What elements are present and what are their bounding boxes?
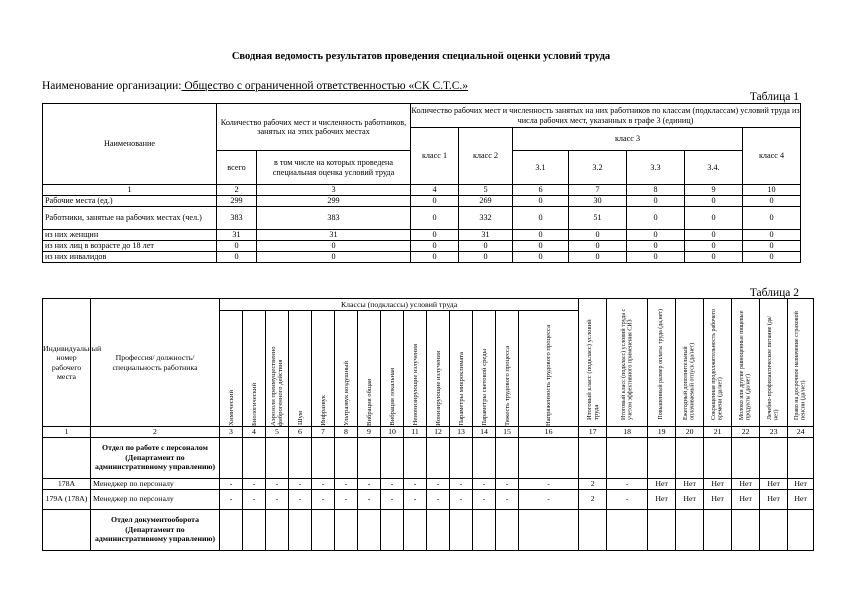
factor-class: - [358,478,381,489]
summary-table [42,103,801,263]
factor-class: - [266,478,289,489]
header-class34: 3.4. [685,151,743,185]
factor-class: - [404,478,427,489]
cell-value: 0 [513,196,569,207]
table2-caption: Таблица 2 [749,287,799,299]
header-factor-text: Ультразвук воздушный [342,360,350,426]
header-factor-text: Вибрация общая [365,378,373,426]
column-number: 18 [607,427,648,438]
header-count-group: Количество рабочих мест и численность работников, занятых на этих рабочих местах [217,104,411,151]
column-number: 7 [569,185,627,196]
header-factor-text: Аэрозоли преимущественно фиброгенного действия [270,345,284,426]
column-number: 5 [459,185,513,196]
cell-value: 299 [257,196,411,207]
cell-value: 0 [459,241,513,252]
section-title: Отдел по работе с персоналом (Департамент по административному управлению) [91,437,220,478]
final-class-siz: - [607,478,648,489]
cell-value: 0 [217,241,257,252]
header-guarantee [704,299,732,427]
cell-value: 0 [459,252,513,263]
table-row [43,230,801,241]
cell-value: 0 [627,196,685,207]
header-name: Наименование [43,104,217,185]
column-number: 19 [648,427,676,438]
guarantee-value: Нет [788,478,814,489]
header-factor [289,311,312,427]
final-class-siz: - [607,489,648,509]
cell-value: 0 [627,241,685,252]
factor-class: - [427,478,450,489]
cell-value: 0 [685,207,743,230]
guarantee-value: Нет [676,489,704,509]
table1-caption: Таблица 1 [749,91,799,103]
workplace-table [42,298,814,551]
cell-value: 0 [743,230,801,241]
factor-class: - [473,478,496,489]
cell-value: 0 [743,196,801,207]
profession: Менеджер по персоналу [91,489,220,509]
cell-value: 31 [257,230,411,241]
cell-value: 0 [627,252,685,263]
cell-value: 31 [459,230,513,241]
column-number: 12 [427,427,450,438]
cell-value: 0 [627,230,685,241]
header-guarantee-text: Ежегодный дополнительный оплачиваемый отпуск (да/нет) [683,342,696,420]
header-factor [473,311,496,427]
column-number: 8 [335,427,358,438]
cell-value: 383 [217,207,257,230]
header-factor [312,311,335,427]
header-guarantee [676,299,704,427]
factor-class: - [335,478,358,489]
cell-value: 0 [685,230,743,241]
guarantee-value: Нет [648,489,676,509]
organization-name: Общество с ограниченной ответственностью «СК С.Т.С.» [181,80,469,92]
factor-class: - [243,489,266,509]
column-number: 4 [411,185,459,196]
cell-value: 299 [217,196,257,207]
column-number: 13 [450,427,473,438]
column-number: 23 [760,427,788,438]
column-numbers-row [43,427,814,438]
row-label: Работники, занятые на рабочих местах (чел.) [43,207,217,230]
table-row [43,478,814,489]
factor-class: - [266,489,289,509]
header-guarantee [788,299,814,427]
cell-value: 0 [685,252,743,263]
table-row [43,207,801,230]
header-guarantee [732,299,760,427]
header-class1: класс 1 [411,128,459,185]
table-row [43,196,801,207]
header-classes-group: Классы (подклассы) условий труда [220,299,579,311]
header-factor [266,311,289,427]
column-number: 17 [579,427,607,438]
header-factor [404,311,427,427]
header-final-class-siz [607,299,648,427]
factor-class: - [312,478,335,489]
header-factor [243,311,266,427]
table-row [43,489,814,509]
factor-class: - [496,478,519,489]
column-number: 6 [289,427,312,438]
guarantee-value: Нет [732,478,760,489]
cell-value: 0 [685,241,743,252]
cell-value: 0 [411,241,459,252]
column-number: 1 [43,185,217,196]
table-row [43,241,801,252]
header-final-class-siz-text: Итоговый класс (подкласс) условий труда с учетом эффективного применения СИЗ [620,308,634,420]
section-row [43,509,814,550]
workplace-id: 178А [43,478,91,489]
row-label: из них инвалидов [43,252,217,263]
guarantee-value: Нет [676,478,704,489]
cell-value: 0 [411,207,459,230]
cell-value: 0 [411,252,459,263]
organization-line [42,80,468,92]
header-guarantee-text: Сокращенная продолжительность рабочего времени (да/нет) [711,308,724,420]
header-factor-text: Тяжесть трудового процесса [503,345,511,426]
factor-class: - [496,489,519,509]
header-factor-text: Неионизирующие излучения [411,344,419,426]
factor-class: - [220,489,243,509]
cell-value: 0 [513,252,569,263]
header-class32: 3.2 [569,151,627,185]
cell-value: 0 [217,252,257,263]
organization-label: Наименование организации: [42,80,182,92]
header-factor [358,311,381,427]
header-factor [519,311,579,427]
cell-value: 0 [743,207,801,230]
guarantee-value: Нет [732,489,760,509]
header-guarantee-text: Повышенный размер оплаты труда (да,нет) [658,308,665,420]
cell-value: 30 [569,196,627,207]
cell-value: 0 [257,241,411,252]
cell-value: 0 [569,230,627,241]
factor-class: - [358,489,381,509]
header-class31: 3.1 [513,151,569,185]
header-profession: Профессия/ должность/ специальность работника [91,299,220,427]
column-number: 3 [220,427,243,438]
column-number: 24 [788,427,814,438]
section-title: Отдел документооборота (Департамент по административному управлению) [91,509,220,550]
factor-class: - [450,489,473,509]
factor-class: - [381,489,404,509]
guarantee-value: Нет [788,489,814,509]
column-number: 9 [685,185,743,196]
cell-value: 51 [569,207,627,230]
workplace-id: 179А (178А) [43,489,91,509]
header-guarantee-text: Право на досрочное назначение страховой пенсии (да/нет) [794,310,807,420]
cell-value: 0 [257,252,411,263]
factor-class: - [404,489,427,509]
cell-value: 0 [513,241,569,252]
header-factor [427,311,450,427]
header-class4: класс 4 [743,128,801,185]
header-factor [450,311,473,427]
column-number: 2 [217,185,257,196]
header-factor-text: Ионизирующие излучения [434,350,442,426]
header-factor-text: Биологический [250,382,258,426]
column-number: 21 [704,427,732,438]
cell-value: 0 [411,196,459,207]
header-factor-text: Напряженность трудового процесса [545,324,553,426]
guarantee-value: Нет [704,489,732,509]
guarantee-value: Нет [760,489,788,509]
final-class: 2 [579,478,607,489]
header-guarantee [760,299,788,427]
header-factor [335,311,358,427]
factor-class: - [335,489,358,509]
cell-value: 0 [743,241,801,252]
column-number: 10 [381,427,404,438]
profession: Менеджер по персоналу [91,478,220,489]
table-row [43,252,801,263]
factor-class: - [519,489,579,509]
header-class2: класс 2 [459,128,513,185]
guarantee-value: Нет [704,478,732,489]
cell-value: 0 [569,241,627,252]
header-guarantee-text: Лечебно-профилактическое питание (да/нет) [767,315,780,420]
column-number: 14 [473,427,496,438]
section-row [43,437,814,478]
factor-class: - [450,478,473,489]
factor-class: - [289,478,312,489]
factor-class: - [289,489,312,509]
column-number: 4 [243,427,266,438]
column-number: 15 [496,427,519,438]
header-factor [496,311,519,427]
row-label: из них женщин [43,230,217,241]
factor-class: - [312,489,335,509]
header-guarantee-text: Молоко или другие равноценные пищевые продукты (да/нет) [739,310,752,420]
header-factor-text: Шум [296,411,304,426]
cell-value: 0 [685,196,743,207]
cell-value: 383 [257,207,411,230]
column-number: 7 [312,427,335,438]
document-title: Сводная ведомость результатов проведения специальной оценки условий труда [231,51,611,62]
column-number: 6 [513,185,569,196]
header-total: всего [217,151,257,185]
header-final-class-text: Итоговый класс (подкласс) условий труда [585,318,600,420]
row-label: Рабочие места (ед.) [43,196,217,207]
column-numbers-row [43,185,801,196]
header-factor-text: Параметры световой среды [480,348,488,426]
cell-value: 269 [459,196,513,207]
column-number: 9 [358,427,381,438]
cell-value: 0 [627,207,685,230]
column-number: 1 [43,427,91,438]
header-workplace-id: Индивидуальный номер рабочего места [43,299,91,427]
column-number: 10 [743,185,801,196]
header-assessed: в том числе на которых проведена специальная оценка условий труда [257,151,411,185]
factor-class: - [473,489,496,509]
header-final-class [579,299,607,427]
header-classes-group: Количество рабочих мест и численность занятых на них работников по классам (подклассам) условий труда из числа рабочих мест, указанных в графе 3 (единиц) [411,104,801,128]
column-number: 22 [732,427,760,438]
header-factor-text: Химический [227,389,235,426]
column-number: 2 [91,427,220,438]
guarantee-value: Нет [760,478,788,489]
factor-class: - [243,478,266,489]
cell-value: 0 [569,252,627,263]
header-class33: 3.3 [627,151,685,185]
factor-class: - [220,478,243,489]
factor-class: - [427,489,450,509]
cell-value: 0 [743,252,801,263]
cell-value: 0 [513,207,569,230]
final-class: 2 [579,489,607,509]
header-factor-text: Инфразвук [319,394,327,426]
cell-value: 332 [459,207,513,230]
column-number: 8 [627,185,685,196]
header-factor [220,311,243,427]
column-number: 11 [404,427,427,438]
row-label: из них лиц в возрасте до 18 лет [43,241,217,252]
cell-value: 0 [513,230,569,241]
guarantee-value: Нет [648,478,676,489]
factor-class: - [519,478,579,489]
header-guarantee [648,299,676,427]
header-factor-text: Параметры микроклимата [457,351,465,426]
header-factor-text: Вибрация локальная [388,367,396,426]
column-number: 3 [257,185,411,196]
factor-class: - [381,478,404,489]
cell-value: 31 [217,230,257,241]
header-class3: класс 3 [513,128,743,151]
cell-value: 0 [411,230,459,241]
header-factor [381,311,404,427]
column-number: 16 [519,427,579,438]
column-number: 20 [676,427,704,438]
column-number: 5 [266,427,289,438]
